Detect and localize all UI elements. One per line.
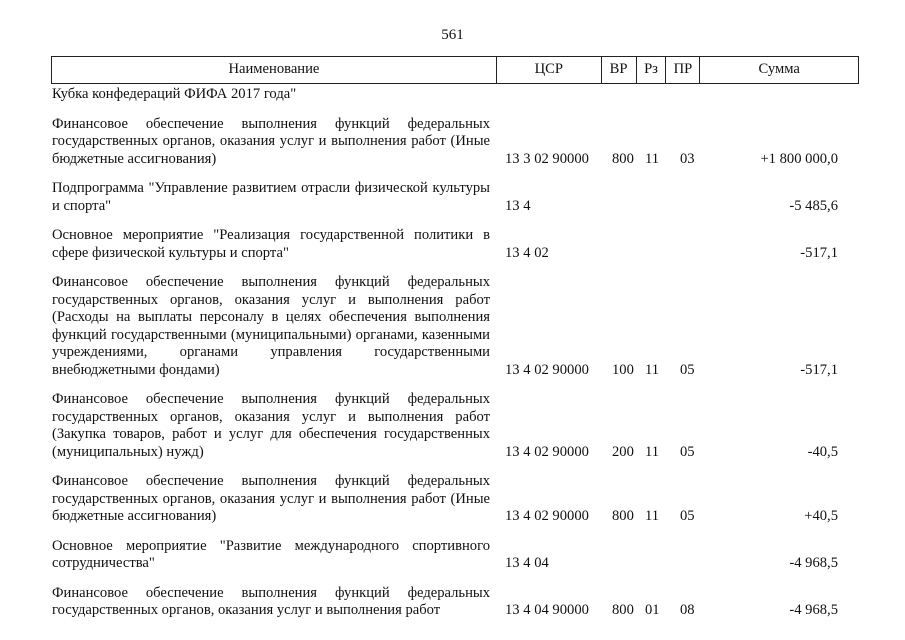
row-sum: +40,5 [804, 508, 838, 524]
table-row [0, 391, 905, 461]
table-row [0, 227, 905, 262]
row-csr: 13 4 04 90000 [505, 602, 589, 618]
row-rz: 11 [645, 443, 660, 460]
row-name: Основное мероприятие "Развитие международного спортивного сотрудничества" [52, 537, 490, 571]
row-vr: 800 [612, 150, 634, 167]
row-sum: -40,5 [807, 443, 838, 460]
row-rz: 11 [645, 361, 660, 378]
row-name: Подпрограмма "Управление развитием отрасли физической культуры и спорта" [52, 180, 490, 214]
row-name: Финансовое обеспечение выполнения функций федеральных государственных органов, оказания услуг и выполнения работ (Закупка товаров, работ и услуг для обеспечения государственных (муниципальных) нужд) [52, 391, 490, 460]
row-rz: 11 [645, 150, 660, 167]
table-row [0, 585, 905, 620]
header-vr: ВР [602, 57, 637, 83]
row-sum: -5 485,6 [789, 197, 838, 214]
row-pr: 03 [680, 150, 695, 167]
row-csr: 13 4 02 [505, 244, 549, 261]
row-name: Основное мероприятие "Реализация государственной политики в сфере физической культуры и спорта" [52, 227, 490, 261]
row-sum: -517,1 [800, 244, 838, 261]
header-rz: Рз [637, 57, 667, 83]
header-sum: Сумма [758, 61, 800, 78]
row-csr: 13 4 02 90000 [505, 508, 589, 524]
row-csr: 13 4 04 [505, 555, 549, 571]
row-csr: 13 4 02 90000 [505, 443, 589, 460]
row-pr: 08 [680, 602, 695, 618]
continuation-text: Кубка конфедераций ФИФА 2017 года" [52, 86, 297, 102]
row-sum: -517,1 [800, 361, 838, 378]
continuation-row [0, 86, 905, 104]
table-row [0, 180, 905, 215]
row-csr: 13 4 02 90000 [505, 361, 589, 378]
row-vr: 800 [612, 508, 634, 524]
row-name: Финансовое обеспечение выполнения функций федеральных государственных органов, оказания услуг и выполнения работ (Иные бюджетные ассигнования) [52, 115, 490, 167]
row-vr: 800 [612, 602, 634, 618]
row-rz: 11 [645, 508, 660, 524]
row-pr: 05 [680, 361, 695, 378]
row-rz: 01 [645, 602, 660, 618]
table-row [0, 538, 905, 573]
row-sum: -4 968,5 [789, 555, 838, 571]
row-vr: 200 [612, 443, 634, 460]
page-number: 561 [441, 27, 464, 43]
row-name: Финансовое обеспечение выполнения функций федеральных государственных органов, оказания услуг и выполнения работ (Расходы на выплаты персоналу в целях обеспечения выполнения функций государственными (муниципальными) органами, казенными учреждениями, органами управления государственными внебюджетными фондами) [52, 274, 490, 378]
header-name: Наименование [52, 57, 497, 83]
table-row [0, 473, 905, 526]
row-name: Финансовое обеспечение выполнения функций федеральных государственных органов, оказания услуг и выполнения работ (Иные бюджетные ассигнования) [52, 473, 490, 524]
header-csr: ЦСР [497, 57, 602, 83]
row-vr: 100 [612, 361, 634, 378]
row-csr: 13 4 [505, 197, 531, 214]
row-csr: 13 3 02 90000 [505, 150, 589, 167]
table-row [0, 274, 905, 379]
row-sum: -4 968,5 [789, 602, 838, 618]
table-header [51, 56, 859, 84]
table-row [0, 116, 905, 169]
row-name: Финансовое обеспечение выполнения функций федеральных государственных органов, оказания услуг и выполнения работ [52, 584, 490, 618]
row-pr: 05 [680, 508, 695, 524]
row-pr: 05 [680, 443, 695, 460]
row-sum: +1 800 000,0 [760, 150, 838, 167]
header-pr: ПР [666, 57, 700, 83]
table-body [0, 86, 905, 620]
